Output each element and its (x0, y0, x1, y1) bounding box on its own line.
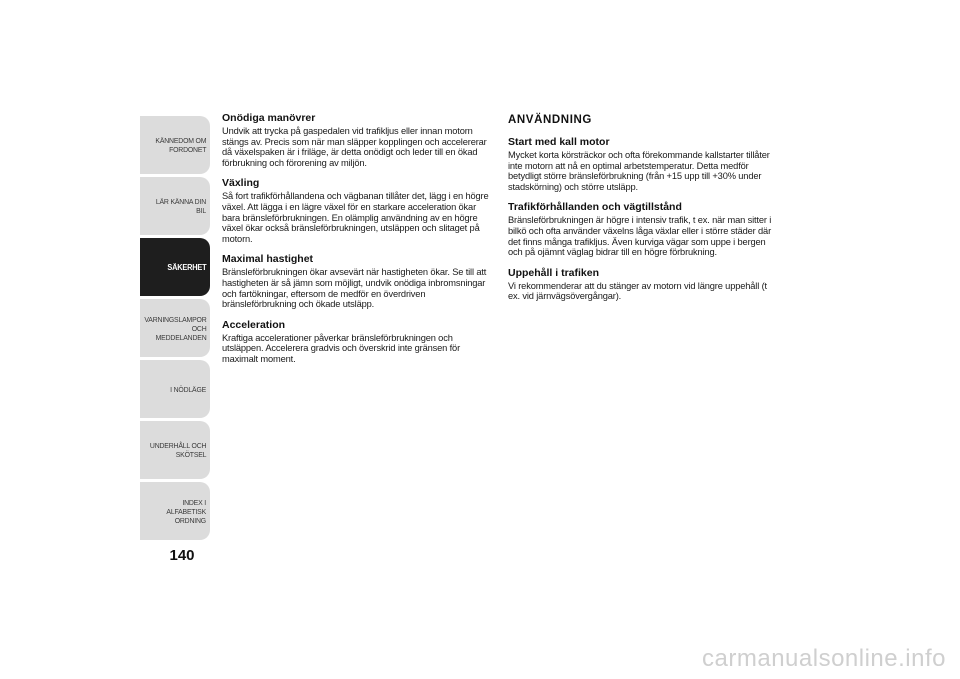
left-column (222, 112, 494, 374)
tab-kannedom-om-fordonet[interactable] (140, 116, 210, 174)
tab-varningslampor[interactable] (140, 299, 210, 357)
tab-label: UNDERHÅLL OCH SKÖTSEL (149, 441, 206, 459)
block-heading: Växling (222, 177, 260, 190)
section-block (222, 177, 494, 244)
block-body: Mycket korta körsträckor och ofta förekommande kallstarter tillåter inte motorn att nå en optimal arbetstemperatur. Detta medför betydligt större bränsleförbrukning (från +15 upp till +30% under stadskörning) och större utsläpp. (508, 150, 770, 192)
tab-lar-kanna-din-bil[interactable] (140, 177, 210, 235)
block-body: Kraftiga accelerationer påverkar bränsleförbrukningen och utsläppen. Accelerera gradvis och överskrid inte gränsen för maximalt moment. (222, 332, 461, 364)
block-body: Vi rekommenderar att du stänger av motorn vid längre uppehåll (t ex. vid järnvägsövergångar). (508, 280, 767, 302)
block-heading: Uppehåll i trafiken (508, 266, 600, 279)
section-block (508, 267, 780, 302)
section-block (222, 253, 494, 309)
tab-index[interactable] (140, 482, 210, 540)
tab-label: I NÖDLÄGE (170, 384, 206, 394)
tab-label: LÄR KÄNNA DIN BIL (155, 197, 206, 215)
block-heading: Start med kall motor (508, 136, 610, 148)
page-number: 140 (169, 547, 195, 564)
watermark: carmanualsonline.info (702, 645, 946, 672)
block-heading: Onödiga manövrer (222, 112, 316, 124)
tab-label: INDEX I ALFABETISK ORDNING (166, 497, 206, 525)
block-body: Så fort trafikförhållandena och vägbanan tillåter det, lägg i en högre växel. Att lägga i en lägre växel för en starkare acceleration ökar bara bränsleförbrukningen. En olämplig användning av en högre växel ökar också bränsleförbrukningen, utsläppen och slitaget på motorn. (222, 191, 489, 244)
tab-i-nodlage[interactable] (140, 360, 210, 418)
block-body: Bränsleförbrukningen är högre i intensiv trafik, t ex. när man sitter i bilkö och ofta använder växelns låga växlar eller i större städer där det finns många trafikljus. Även kurviga vägar som uppe i bergen och på ojämnt väglag bidrar till en högre förbrukning. (508, 215, 772, 258)
tab-underhall-och-skotsel[interactable] (140, 421, 210, 479)
section-title: ANVÄNDNING (508, 114, 592, 126)
block-body: Undvik att trycka på gaspedalen vid trafikljus eller innan motorn stängs av. Precis som när man släpper kopplingen och accelererar då växelspaken är i friläge, är detta onödigt och leder till en ökad förbrukning och förorening av miljön. (222, 126, 487, 168)
tab-sakerhet[interactable] (140, 238, 210, 296)
block-heading: Acceleration (222, 318, 286, 331)
tab-label: SÄKERHET (166, 262, 206, 272)
tab-label: KÄNNEDOM OM FORDONET (155, 136, 206, 154)
block-heading: Trafikförhållanden och vägtillstånd (508, 201, 682, 214)
block-body: Bränsleförbrukningen ökar avsevärt när hastigheten ökar. Se till att hastigheten är så jämn som möjligt, undvik onödiga inbromsningar och fartökningar, eftersom de medför en överdriven bränsleförbrukning och ökade utsläpp. (222, 267, 487, 310)
section-block (222, 112, 494, 168)
tab-label: VARNINGSLAMPOR OCH MEDDELANDEN (143, 314, 206, 342)
section-block (222, 319, 494, 365)
section-block (508, 136, 780, 192)
right-column (508, 112, 780, 311)
block-heading: Maximal hastighet (222, 253, 314, 266)
section-block (508, 201, 780, 257)
